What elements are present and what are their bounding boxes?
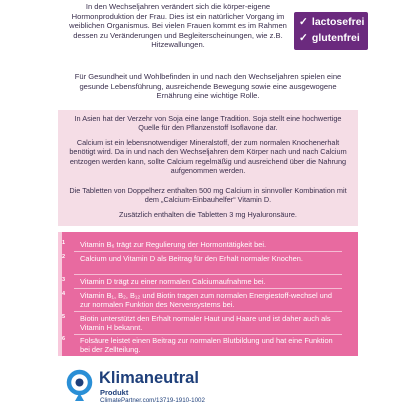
claim-number: 4	[62, 291, 66, 297]
info-paragraph-soja: In Asien hat der Verzehr von Soja eine lange Tradition. Soja stellt eine hochwertige Quelle für den Pflanzenstoff Isoflavone dar.	[74, 114, 342, 133]
climate-title: Klimaneutral	[99, 369, 199, 387]
claim-divider	[74, 274, 342, 275]
claim-number: 5	[62, 314, 66, 320]
health-paragraph: Für Gesundheit und Wohlbefinden in und nach den Wechseljahren spielen eine gesunde Lebensführung, ausreichende Bewegung sowie eine ausgewogene Ernährung eine wichtige Rolle.	[74, 72, 342, 101]
info-paragraph-tablets: Die Tabletten von Doppelherz enthalten 500 mg Calcium in sinnvoller Kombination mit dem „Calcium-Einbauhelfer“ Vitamin D.	[69, 186, 347, 205]
claim-text: Vitamin B₁, B₂, B₁₂ und Biotin tragen zum normalen Energiestoff-wechsel und zur normalen Funktion des Nervensystems bei.	[80, 291, 333, 310]
claim-text: Calcium und Vitamin D als Beitrag für den Erhalt normaler Knochen.	[80, 254, 303, 263]
claim-text: Folsäure leistet einen Beitrag zur normalen Blutbildung und hat eine Funktion bei der Zellteilung.	[80, 336, 333, 355]
info-paragraph-hyaluron: Zusätzlich enthalten die Tabletten 3 mg Hyaluronsäure.	[119, 210, 297, 219]
climate-subtitle: Produkt	[100, 388, 129, 397]
climate-url: ClimatePartner.com/13719-1910-1002	[100, 397, 205, 404]
claim-item	[62, 291, 344, 310]
info-paragraph-calcium: Calcium ist ein lebensnotwendiger Mineralstoff, der zum normalen Knochenerhalt benötigt wird. Da in und nach den Wechseljahren dem Körper nach und nach Calcium entzogen werden kann, sollte Calcium regelmäßig und ausreichend über die Nahrung aufgenommen werden.	[69, 138, 347, 176]
claim-divider	[74, 288, 342, 289]
claim-item	[62, 336, 344, 355]
claim-number: 1	[62, 240, 66, 246]
claim-item	[62, 240, 344, 249]
diet-badge	[294, 12, 368, 50]
badge-row-lactose	[299, 16, 364, 29]
claim-text: Vitamin D trägt zu einer normalen Calciumaufnahme bei.	[80, 277, 266, 286]
badge-row-gluten	[299, 32, 360, 45]
claim-text: Vitamin B₆ trägt zur Regulierung der Hormontätigkeit bei.	[80, 240, 267, 249]
claim-number: 2	[62, 254, 66, 260]
check-icon: ✓	[299, 16, 308, 28]
intro-paragraph: In den Wechseljahren verändert sich die körper-eigene Hormonproduktion der Frau. Dies ist ein natürlicher Vorgang im weiblichen Organismus. Bei vielen Frauen kommt es im Rahmen dessen zu Veränderungen und Begleiterscheinungen, wie z.B. Hitzewallungen.	[69, 2, 287, 50]
claim-item	[62, 314, 344, 333]
claim-divider	[74, 251, 342, 252]
badge-label-lactose: lactosefrei	[311, 16, 365, 28]
badge-label-gluten: glutenfrei	[311, 32, 360, 44]
check-icon: ✓	[299, 32, 308, 44]
climate-neutral-logo-icon	[66, 369, 93, 402]
claim-divider	[74, 311, 342, 312]
claim-number: 3	[62, 277, 66, 283]
claim-number: 6	[62, 336, 66, 342]
claim-item	[62, 254, 344, 263]
claim-item	[62, 277, 344, 286]
claim-text: Biotin unterstützt den Erhalt normaler Haut und Haare und ist daher auch als Vitamin H bekannt.	[80, 314, 331, 333]
claim-divider	[74, 334, 342, 335]
